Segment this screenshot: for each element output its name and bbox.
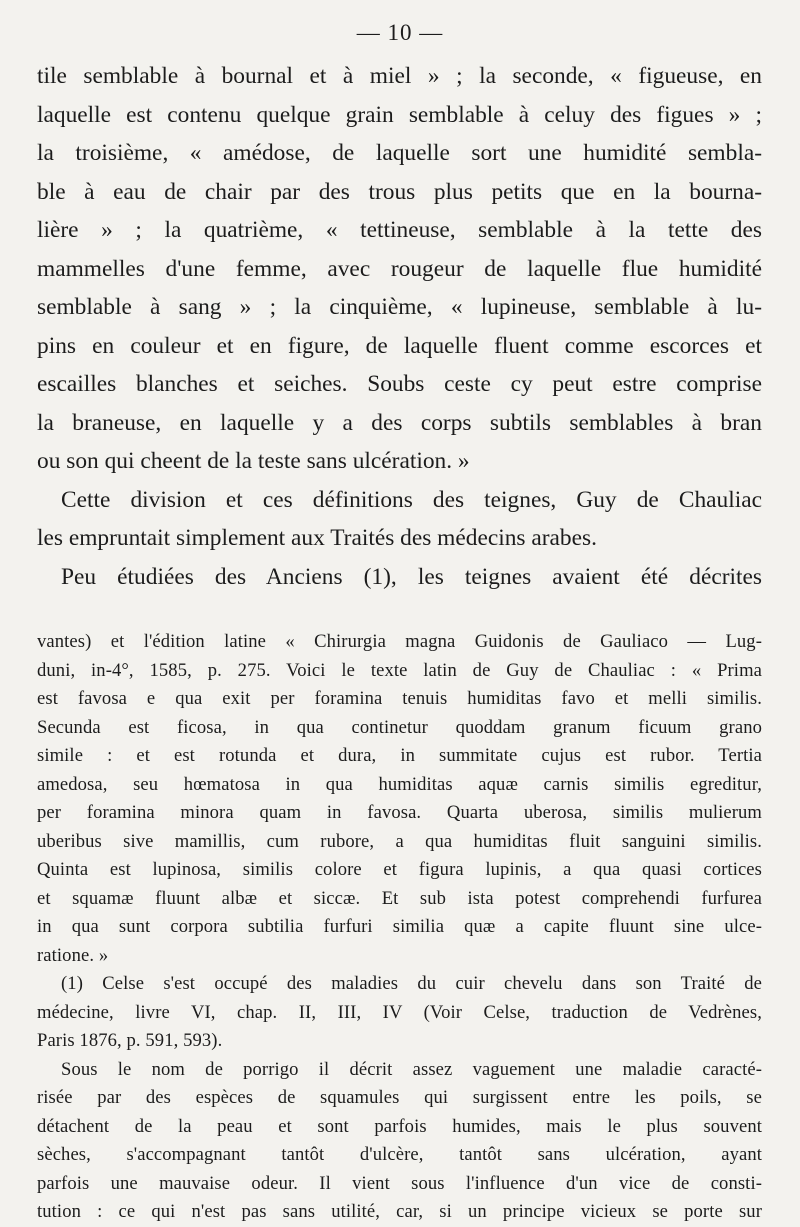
body-line: la braneuse, en laquelle y a des corps subtils semblables à bran: [37, 409, 762, 436]
footnote-line: risée par des espèces de squamules qui surgissent entre les poils, se: [37, 1087, 762, 1108]
footnote-line: duni, in-4°, 1585, p. 275. Voici le texte latin de Guy de Chauliac : « Prima: [37, 659, 762, 681]
body-line: la troisième, « amédose, de laquelle sort une humidité sembla-: [37, 140, 762, 166]
footnote-line: Secunda est ficosa, in qua continetur quoddam granum ficuum grano: [37, 716, 762, 738]
body-line: laquelle est contenu quelque grain semblable à celuy des figues » ;: [37, 101, 762, 128]
footnote-line: et squamæ fluunt albæ et siccæ. Et sub ista potest comprehendi furfurea: [37, 887, 762, 909]
footnote-line: parfois une mauvaise odeur. Il vient sous l'influence d'un vice de consti-: [37, 1172, 762, 1194]
footnote-line: simile : et est rotunda et dura, in summitate cujus est rubor. Tertia: [37, 745, 762, 766]
body-line: Cette division et ces définitions des teignes, Guy de Chauliac: [61, 486, 762, 513]
footnote-line: in qua sunt corpora subtilia furfuri similia quæ a capite fluunt sine ulce-: [37, 916, 762, 937]
body-line: pins en couleur et en figure, de laquelle fluent comme escorces et: [37, 332, 762, 359]
main-text: [37, 57, 762, 596]
body-line: semblable à sang » ; la cinquième, « lupineuse, semblable à lu-: [37, 294, 762, 320]
body-line: lière » ; la quatrième, « tettineuse, semblable à la tette des: [37, 217, 762, 243]
body-line: ble à eau de chair par des trous plus petits que en la bourna-: [37, 178, 762, 205]
footnote-line: Paris 1876, p. 591, 593).: [37, 1030, 223, 1051]
page-number: — 10 —: [356, 20, 444, 45]
body-line: mammelles d'une femme, avec rougeur de laquelle flue humidité: [37, 255, 762, 282]
footnote-line: est favosa e qua exit per foramina tenuis humiditas favo et melli similis.: [37, 688, 762, 709]
body-line: escailles blanches et seiches. Soubs ceste cy peut estre comprise: [37, 371, 762, 397]
footnote-line: Sous le nom de porrigo il décrit assez vaguement une maladie caracté-: [61, 1058, 762, 1080]
footnote-line: uberibus sive mamillis, cum rubore, a qua humiditas fluit sanguini similis.: [37, 830, 762, 852]
footnote-line: ratione. »: [37, 944, 109, 966]
footnote-line: détachent de la peau et sont parfois humides, mais le plus souvent: [37, 1115, 762, 1137]
footnotes: [37, 628, 762, 1227]
footnote-line: vantes) et l'édition latine « Chirurgia magna Guidonis de Gauliaco — Lug-: [37, 631, 762, 652]
footnote-line: tution : ce qui n'est pas sans utilité, car, si un principe vicieux se porte sur: [37, 1201, 762, 1222]
footnote-line: per foramina minora quam in favosa. Quarta uberosa, similis mulierum: [37, 802, 762, 823]
footnote-line: Quinta est lupinosa, similis colore et figura lupinis, a qua quasi cortices: [37, 859, 762, 880]
body-line: les empruntait simplement aux Traités des médecins arabes.: [37, 525, 597, 551]
footnote-line: amedosa, seu hœmatosa in qua humiditas aquæ carnis similis egreditur,: [37, 773, 762, 795]
footnote-line: sèches, s'accompagnant tantôt d'ulcère, tantôt sans ulcération, ayant: [37, 1144, 762, 1165]
body-line: ou son qui cheent de la teste sans ulcération. »: [37, 448, 470, 474]
footnote-line: médecine, livre VI, chap. II, III, IV (Voir Celse, traduction de Vedrènes,: [37, 1001, 762, 1023]
body-line: Peu étudiées des Anciens (1), les teignes avaient été décrites: [61, 563, 762, 590]
body-line: tile semblable à bournal et à miel » ; la seconde, « figueuse, en: [37, 63, 762, 89]
footnote-line: (1) Celse s'est occupé des maladies du cuir chevelu dans son Traité de: [61, 973, 762, 994]
